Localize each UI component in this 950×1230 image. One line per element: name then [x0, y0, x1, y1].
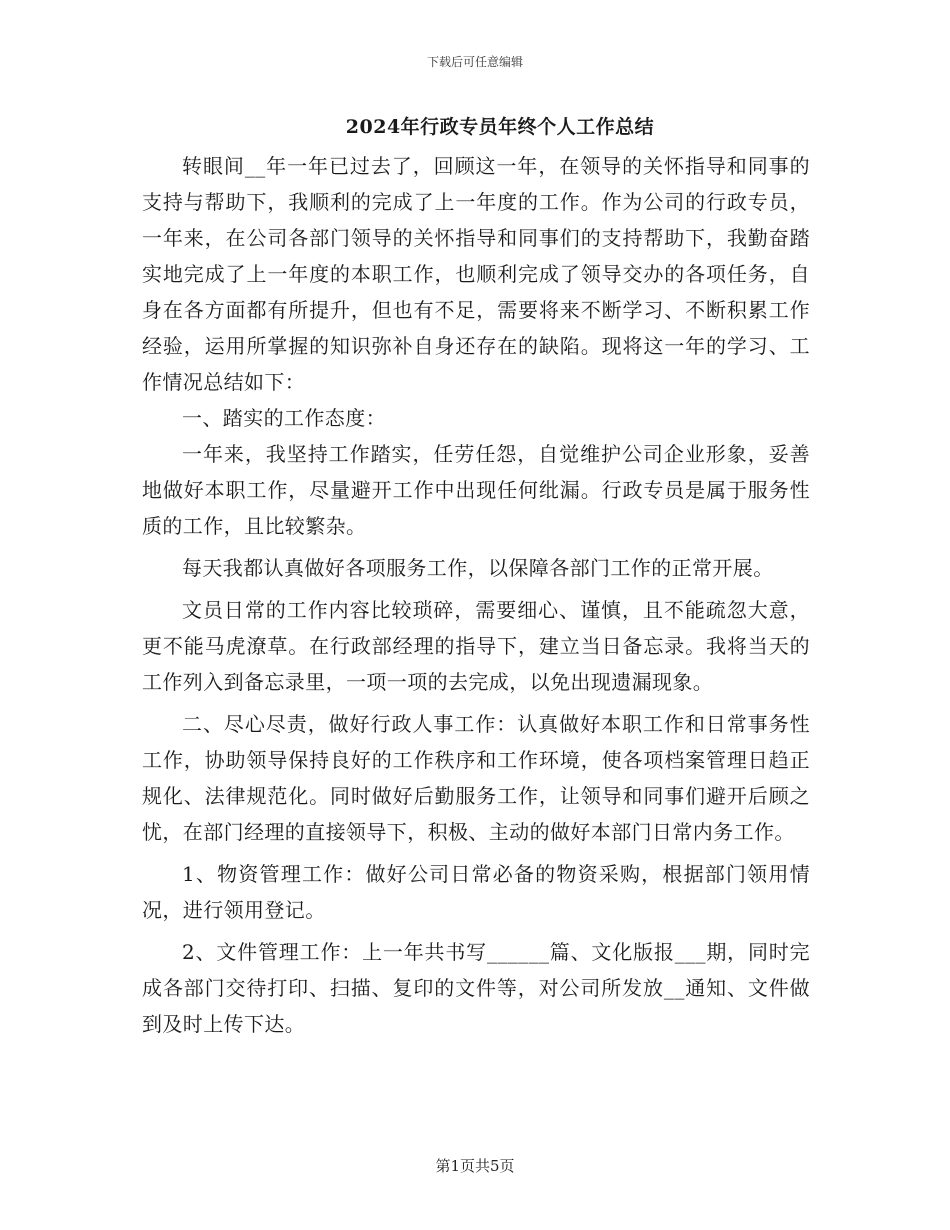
paragraph-materials: 1、物资管理工作：做好公司日常必备的物资采购，根据部门领用情况，进行领用登记。: [142, 862, 810, 922]
paragraph-admin-hr: 二、尽心尽责，做好行政人事工作：认真做好本职工作和日常事务性工作，协助领导保持良好的工作秩序和工作环境，使各项档案管理日趋正规化、法律规范化。同时做好后勤服务工作，让领导和同事们避开后顾之忧，在部门经理的直接领导下，积极、主动的做好本部门日常内务工作。: [142, 712, 810, 844]
section-heading-attitude: 一、踏实的工作态度：: [182, 406, 386, 430]
page-number: 第1页共5页: [435, 1157, 515, 1175]
paragraph-intro: 转眼间__年一年已过去了，回顾这一年，在领导的关怀指导和同事的支持与帮助下，我顺利的完成了上一年度的工作。作为公司的行政专员，一年来，在公司各部门领导的关怀指导和同事们的支持帮助下，我勤奋踏实地完成了上一年度的本职工作，也顺利完成了领导交办的各项任务，自身在各方面都有所提升，但也有不足，需要将来不断学习、不断积累工作经验，运用所掌握的知识弥补自身还存在的缺陷。现将这一年的学习、工作情况总结如下：: [142, 154, 810, 394]
paragraph-attitude: 一年来，我坚持工作踏实，任劳任怨，自觉维护公司企业形象，妥善地做好本职工作，尽量避开工作中出现任何纰漏。行政专员是属于服务性质的工作，且比较繁杂。: [142, 442, 810, 538]
document-body: [142, 148, 810, 1042]
page-header-note: 下载后可任意编辑: [426, 55, 523, 69]
paragraph-daily-service: 每天我都认真做好各项服务工作，以保障各部门工作的正常开展。: [182, 556, 774, 580]
document-title: 2024年行政专员年终个人工作总结: [345, 116, 655, 138]
paragraph-documents: 2、文件管理工作：上一年共书写______篇、文化版报___期，同时完成各部门交待打印、扫描、复印的文件等，对公司所发放__通知、文件做到及时上传下达。: [142, 940, 810, 1036]
paragraph-clerk-work: 文员日常的工作内容比较琐碎，需要细心、谨慎，且不能疏忽大意，更不能马虎潦草。在行政部经理的指导下，建立当日备忘录。我将当天的工作列入到备忘录里，一项一项的去完成，以免出现遗漏现象。: [142, 598, 810, 694]
